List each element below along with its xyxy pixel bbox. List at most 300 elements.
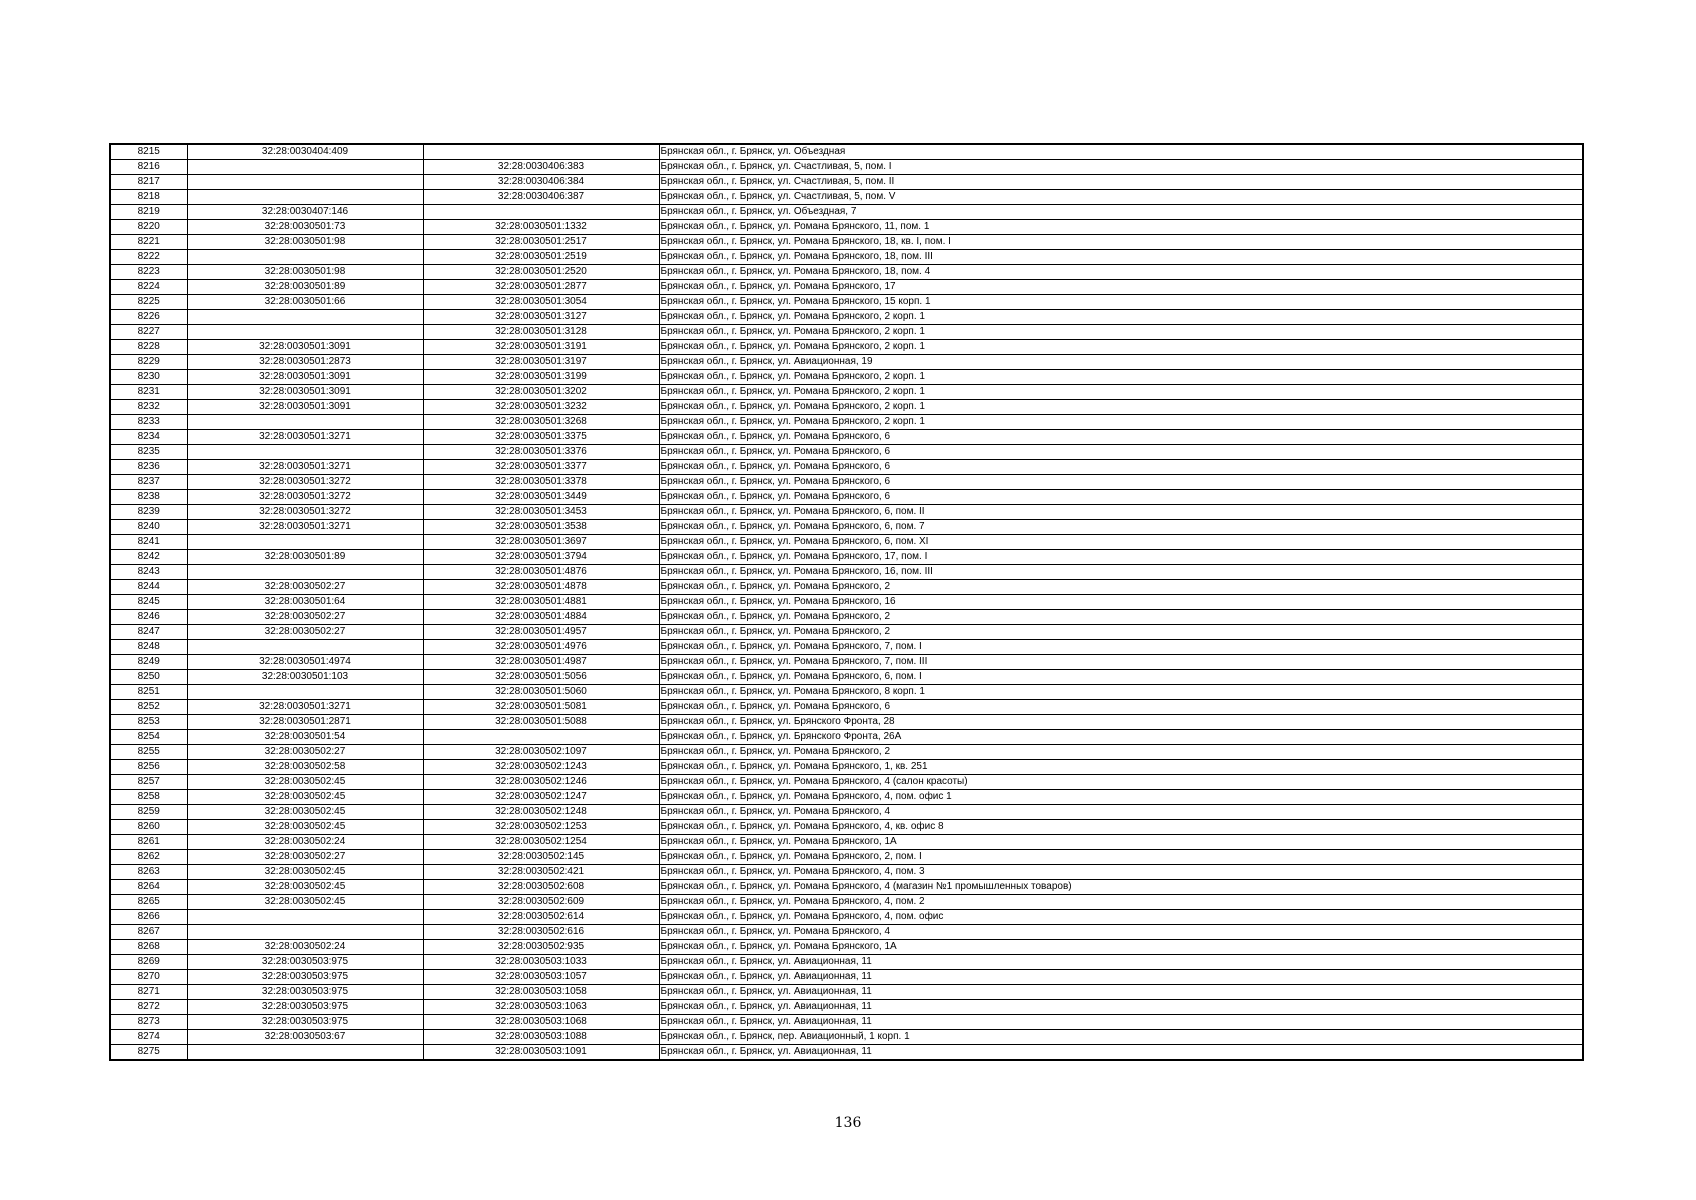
- cell-address: Брянская обл., г. Брянск, ул. Романа Брянского, 6: [659, 460, 1583, 475]
- table-row: [110, 775, 1583, 790]
- cell-address: Брянская обл., г. Брянск, ул. Романа Брянского, 1А: [659, 940, 1583, 955]
- cell-address: Брянская обл., г. Брянск, ул. Романа Брянского, 2 корп. 1: [659, 340, 1583, 355]
- cell-object-cadastral-number: 32:28:0030502:421: [423, 865, 659, 880]
- cell-address: Брянская обл., г. Брянск, ул. Романа Брянского, 11, пом. 1: [659, 220, 1583, 235]
- cell-land-cadastral-number: 32:28:0030502:45: [187, 865, 423, 880]
- cell-object-cadastral-number: 32:28:0030502:1254: [423, 835, 659, 850]
- cell-land-cadastral-number: [187, 910, 423, 925]
- table-row: [110, 730, 1583, 745]
- table-row: [110, 985, 1583, 1000]
- cell-row-number: 8270: [110, 970, 187, 985]
- cell-object-cadastral-number: 32:28:0030501:3054: [423, 295, 659, 310]
- cell-row-number: 8274: [110, 1030, 187, 1045]
- table-row: [110, 205, 1583, 220]
- table-row: [110, 310, 1583, 325]
- cell-address: Брянская обл., г. Брянск, пер. Авиационный, 1 корп. 1: [659, 1030, 1583, 1045]
- table-row: [110, 235, 1583, 250]
- cell-object-cadastral-number: 32:28:0030501:3128: [423, 325, 659, 340]
- cell-address: Брянская обл., г. Брянск, ул. Счастливая, 5, пом. I: [659, 160, 1583, 175]
- cell-object-cadastral-number: 32:28:0030503:1091: [423, 1045, 659, 1061]
- cell-address: Брянская обл., г. Брянск, ул. Романа Брянского, 17, пом. I: [659, 550, 1583, 565]
- cell-land-cadastral-number: 32:28:0030501:3271: [187, 700, 423, 715]
- cell-row-number: 8229: [110, 355, 187, 370]
- table-row: [110, 760, 1583, 775]
- table-row: [110, 250, 1583, 265]
- cell-object-cadastral-number: 32:28:0030406:383: [423, 160, 659, 175]
- cell-object-cadastral-number: 32:28:0030502:1253: [423, 820, 659, 835]
- cell-row-number: 8272: [110, 1000, 187, 1015]
- cell-land-cadastral-number: [187, 325, 423, 340]
- cell-object-cadastral-number: 32:28:0030501:3375: [423, 430, 659, 445]
- cell-address: Брянская обл., г. Брянск, ул. Брянского Фронта, 26А: [659, 730, 1583, 745]
- cell-land-cadastral-number: [187, 415, 423, 430]
- table-row: [110, 325, 1583, 340]
- cell-address: Брянская обл., г. Брянск, ул. Романа Брянского, 7, пом. III: [659, 655, 1583, 670]
- cell-row-number: 8269: [110, 955, 187, 970]
- cell-address: Брянская обл., г. Брянск, ул. Романа Брянского, 18, пом. III: [659, 250, 1583, 265]
- cell-object-cadastral-number: 32:28:0030501:2520: [423, 265, 659, 280]
- cell-land-cadastral-number: [187, 685, 423, 700]
- cell-land-cadastral-number: 32:28:0030501:73: [187, 220, 423, 235]
- table-row: [110, 1030, 1583, 1045]
- table-row: [110, 295, 1583, 310]
- registry-table: [109, 143, 1584, 1061]
- cell-land-cadastral-number: 32:28:0030501:3271: [187, 460, 423, 475]
- cell-row-number: 8257: [110, 775, 187, 790]
- cell-land-cadastral-number: 32:28:0030503:975: [187, 955, 423, 970]
- table-row: [110, 580, 1583, 595]
- cell-row-number: 8218: [110, 190, 187, 205]
- cell-land-cadastral-number: 32:28:0030502:27: [187, 580, 423, 595]
- table-row: [110, 670, 1583, 685]
- table-row: [110, 490, 1583, 505]
- table-row: [110, 685, 1583, 700]
- table-row: [110, 280, 1583, 295]
- cell-land-cadastral-number: 32:28:0030501:3091: [187, 385, 423, 400]
- cell-address: Брянская обл., г. Брянск, ул. Романа Брянского, 6: [659, 445, 1583, 460]
- cell-object-cadastral-number: 32:28:0030502:935: [423, 940, 659, 955]
- cell-object-cadastral-number: 32:28:0030502:1247: [423, 790, 659, 805]
- cell-address: Брянская обл., г. Брянск, ул. Романа Брянского, 2 корп. 1: [659, 370, 1583, 385]
- cell-object-cadastral-number: 32:28:0030502:608: [423, 880, 659, 895]
- cell-object-cadastral-number: 32:28:0030501:5088: [423, 715, 659, 730]
- cell-row-number: 8275: [110, 1045, 187, 1061]
- cell-object-cadastral-number: 32:28:0030501:3378: [423, 475, 659, 490]
- cell-object-cadastral-number: 32:28:0030501:4957: [423, 625, 659, 640]
- table-row: [110, 595, 1583, 610]
- cell-object-cadastral-number: 32:28:0030503:1058: [423, 985, 659, 1000]
- cell-row-number: 8239: [110, 505, 187, 520]
- cell-land-cadastral-number: 32:28:0030502:27: [187, 610, 423, 625]
- cell-address: Брянская обл., г. Брянск, ул. Романа Брянского, 2 корп. 1: [659, 325, 1583, 340]
- cell-address: Брянская обл., г. Брянск, ул. Романа Брянского, 2 корп. 1: [659, 400, 1583, 415]
- cell-object-cadastral-number: 32:28:0030502:616: [423, 925, 659, 940]
- cell-address: Брянская обл., г. Брянск, ул. Романа Брянского, 2 корп. 1: [659, 385, 1583, 400]
- cell-object-cadastral-number: 32:28:0030501:3202: [423, 385, 659, 400]
- cell-land-cadastral-number: 32:28:0030502:24: [187, 835, 423, 850]
- cell-land-cadastral-number: 32:28:0030502:45: [187, 790, 423, 805]
- cell-address: Брянская обл., г. Брянск, ул. Счастливая, 5, пом. II: [659, 175, 1583, 190]
- cell-row-number: 8234: [110, 430, 187, 445]
- cell-land-cadastral-number: 32:28:0030502:45: [187, 895, 423, 910]
- cell-address: Брянская обл., г. Брянск, ул. Авиационная, 11: [659, 970, 1583, 985]
- table-row: [110, 550, 1583, 565]
- cell-land-cadastral-number: [187, 565, 423, 580]
- cell-object-cadastral-number: 32:28:0030503:1088: [423, 1030, 659, 1045]
- cell-land-cadastral-number: [187, 445, 423, 460]
- cell-land-cadastral-number: 32:28:0030503:975: [187, 1015, 423, 1030]
- cell-object-cadastral-number: 32:28:0030503:1057: [423, 970, 659, 985]
- table-row: [110, 1000, 1583, 1015]
- cell-address: Брянская обл., г. Брянск, ул. Счастливая, 5, пом. V: [659, 190, 1583, 205]
- cell-row-number: 8258: [110, 790, 187, 805]
- table-row: [110, 850, 1583, 865]
- cell-object-cadastral-number: [423, 205, 659, 220]
- cell-address: Брянская обл., г. Брянск, ул. Романа Брянского, 6: [659, 475, 1583, 490]
- cell-row-number: 8241: [110, 535, 187, 550]
- cell-land-cadastral-number: 32:28:0030502:58: [187, 760, 423, 775]
- cell-row-number: 8254: [110, 730, 187, 745]
- table-row: [110, 835, 1583, 850]
- table-row: [110, 1015, 1583, 1030]
- cell-object-cadastral-number: 32:28:0030502:1248: [423, 805, 659, 820]
- cell-land-cadastral-number: 32:28:0030502:27: [187, 625, 423, 640]
- table-row: [110, 1045, 1583, 1061]
- cell-address: Брянская обл., г. Брянск, ул. Романа Брянского, 4, кв. офис 8: [659, 820, 1583, 835]
- cell-row-number: 8249: [110, 655, 187, 670]
- cell-row-number: 8240: [110, 520, 187, 535]
- cell-object-cadastral-number: 32:28:0030502:145: [423, 850, 659, 865]
- cell-object-cadastral-number: 32:28:0030501:3697: [423, 535, 659, 550]
- cell-land-cadastral-number: 32:28:0030407:146: [187, 205, 423, 220]
- table-row: [110, 460, 1583, 475]
- cell-land-cadastral-number: 32:28:0030501:3091: [187, 340, 423, 355]
- cell-row-number: 8248: [110, 640, 187, 655]
- cell-address: Брянская обл., г. Брянск, ул. Романа Брянского, 16, пом. III: [659, 565, 1583, 580]
- cell-row-number: 8215: [110, 144, 187, 160]
- cell-object-cadastral-number: [423, 144, 659, 160]
- cell-address: Брянская обл., г. Брянск, ул. Романа Брянского, 8 корп. 1: [659, 685, 1583, 700]
- cell-row-number: 8264: [110, 880, 187, 895]
- cell-land-cadastral-number: [187, 535, 423, 550]
- cell-address: Брянская обл., г. Брянск, ул. Романа Брянского, 2: [659, 610, 1583, 625]
- cell-object-cadastral-number: 32:28:0030501:1332: [423, 220, 659, 235]
- cell-land-cadastral-number: 32:28:0030501:98: [187, 265, 423, 280]
- cell-row-number: 8256: [110, 760, 187, 775]
- table-row: [110, 520, 1583, 535]
- cell-land-cadastral-number: [187, 190, 423, 205]
- table-row: [110, 820, 1583, 835]
- cell-row-number: 8216: [110, 160, 187, 175]
- cell-object-cadastral-number: 32:28:0030501:2517: [423, 235, 659, 250]
- cell-land-cadastral-number: 32:28:0030501:54: [187, 730, 423, 745]
- cell-land-cadastral-number: 32:28:0030501:89: [187, 550, 423, 565]
- cell-object-cadastral-number: 32:28:0030501:2877: [423, 280, 659, 295]
- cell-row-number: 8224: [110, 280, 187, 295]
- table-row: [110, 610, 1583, 625]
- cell-land-cadastral-number: 32:28:0030502:45: [187, 820, 423, 835]
- cell-address: Брянская обл., г. Брянск, ул. Романа Брянского, 7, пом. I: [659, 640, 1583, 655]
- cell-object-cadastral-number: [423, 730, 659, 745]
- cell-land-cadastral-number: 32:28:0030501:3091: [187, 400, 423, 415]
- cell-object-cadastral-number: 32:28:0030501:3199: [423, 370, 659, 385]
- cell-row-number: 8247: [110, 625, 187, 640]
- table-row: [110, 475, 1583, 490]
- cell-address: Брянская обл., г. Брянск, ул. Авиационная, 11: [659, 1045, 1583, 1061]
- cell-row-number: 8233: [110, 415, 187, 430]
- table-row: [110, 745, 1583, 760]
- cell-row-number: 8268: [110, 940, 187, 955]
- table-row: [110, 340, 1583, 355]
- table-row: [110, 790, 1583, 805]
- cell-object-cadastral-number: 32:28:0030501:3377: [423, 460, 659, 475]
- cell-land-cadastral-number: [187, 640, 423, 655]
- table-row: [110, 355, 1583, 370]
- cell-land-cadastral-number: 32:28:0030501:64: [187, 595, 423, 610]
- cell-row-number: 8230: [110, 370, 187, 385]
- table-row: [110, 175, 1583, 190]
- cell-row-number: 8244: [110, 580, 187, 595]
- cell-address: Брянская обл., г. Брянск, ул. Романа Брянского, 4 (салон красоты): [659, 775, 1583, 790]
- cell-land-cadastral-number: 32:28:0030502:45: [187, 880, 423, 895]
- table-row: [110, 535, 1583, 550]
- cell-row-number: 8232: [110, 400, 187, 415]
- cell-row-number: 8267: [110, 925, 187, 940]
- table-row: [110, 640, 1583, 655]
- cell-object-cadastral-number: 32:28:0030501:5056: [423, 670, 659, 685]
- cell-address: Брянская обл., г. Брянск, ул. Авиационная, 19: [659, 355, 1583, 370]
- cell-address: Брянская обл., г. Брянск, ул. Романа Брянского, 4 (магазин №1 промышленных товаров): [659, 880, 1583, 895]
- cell-address: Брянская обл., г. Брянск, ул. Объездная: [659, 144, 1583, 160]
- table-row: [110, 265, 1583, 280]
- table-row: [110, 970, 1583, 985]
- cell-address: Брянская обл., г. Брянск, ул. Романа Брянского, 6: [659, 430, 1583, 445]
- cell-address: Брянская обл., г. Брянск, ул. Романа Брянского, 2: [659, 580, 1583, 595]
- cell-land-cadastral-number: [187, 250, 423, 265]
- cell-address: Брянская обл., г. Брянск, ул. Брянского Фронта, 28: [659, 715, 1583, 730]
- cell-land-cadastral-number: [187, 925, 423, 940]
- cell-land-cadastral-number: 32:28:0030502:45: [187, 775, 423, 790]
- cell-row-number: 8255: [110, 745, 187, 760]
- cell-row-number: 8273: [110, 1015, 187, 1030]
- table-row: [110, 955, 1583, 970]
- table-row: [110, 160, 1583, 175]
- cell-address: Брянская обл., г. Брянск, ул. Романа Брянского, 15 корп. 1: [659, 295, 1583, 310]
- cell-row-number: 8250: [110, 670, 187, 685]
- cell-address: Брянская обл., г. Брянск, ул. Романа Брянского, 6: [659, 490, 1583, 505]
- cell-address: Брянская обл., г. Брянск, ул. Романа Брянского, 18, пом. 4: [659, 265, 1583, 280]
- cell-land-cadastral-number: 32:28:0030503:975: [187, 1000, 423, 1015]
- cell-object-cadastral-number: 32:28:0030501:3127: [423, 310, 659, 325]
- cell-land-cadastral-number: 32:28:0030501:3272: [187, 505, 423, 520]
- cell-row-number: 8253: [110, 715, 187, 730]
- cell-row-number: 8242: [110, 550, 187, 565]
- cell-address: Брянская обл., г. Брянск, ул. Романа Брянского, 6, пом. I: [659, 670, 1583, 685]
- page-number: 136: [834, 1115, 862, 1131]
- table-row: [110, 220, 1583, 235]
- cell-address: Брянская обл., г. Брянск, ул. Романа Брянского, 4: [659, 925, 1583, 940]
- cell-land-cadastral-number: 32:28:0030404:409: [187, 144, 423, 160]
- cell-object-cadastral-number: 32:28:0030502:1243: [423, 760, 659, 775]
- table-row: [110, 400, 1583, 415]
- table-row: [110, 144, 1583, 160]
- cell-land-cadastral-number: [187, 160, 423, 175]
- cell-object-cadastral-number: 32:28:0030503:1033: [423, 955, 659, 970]
- cell-address: Брянская обл., г. Брянск, ул. Романа Брянского, 6, пом. XI: [659, 535, 1583, 550]
- cell-land-cadastral-number: [187, 310, 423, 325]
- table-row: [110, 625, 1583, 640]
- cell-row-number: 8223: [110, 265, 187, 280]
- cell-row-number: 8262: [110, 850, 187, 865]
- cell-object-cadastral-number: 32:28:0030501:3268: [423, 415, 659, 430]
- table-row: [110, 700, 1583, 715]
- cell-land-cadastral-number: 32:28:0030501:3271: [187, 430, 423, 445]
- table-row: [110, 910, 1583, 925]
- cell-address: Брянская обл., г. Брянск, ул. Романа Брянского, 17: [659, 280, 1583, 295]
- registry-table-body: [110, 144, 1583, 1060]
- table-row: [110, 505, 1583, 520]
- cell-address: Брянская обл., г. Брянск, ул. Романа Брянского, 4, пом. 2: [659, 895, 1583, 910]
- cell-address: Брянская обл., г. Брянск, ул. Романа Брянского, 6, пом. 7: [659, 520, 1583, 535]
- cell-land-cadastral-number: 32:28:0030501:66: [187, 295, 423, 310]
- table-row: [110, 880, 1583, 895]
- cell-object-cadastral-number: 32:28:0030501:3449: [423, 490, 659, 505]
- cell-land-cadastral-number: 32:28:0030503:975: [187, 985, 423, 1000]
- cell-row-number: 8265: [110, 895, 187, 910]
- table-row: [110, 430, 1583, 445]
- cell-object-cadastral-number: 32:28:0030503:1063: [423, 1000, 659, 1015]
- cell-row-number: 8222: [110, 250, 187, 265]
- cell-object-cadastral-number: 32:28:0030501:3197: [423, 355, 659, 370]
- table-row: [110, 370, 1583, 385]
- table-row: [110, 415, 1583, 430]
- cell-land-cadastral-number: [187, 175, 423, 190]
- cell-row-number: 8226: [110, 310, 187, 325]
- cell-land-cadastral-number: 32:28:0030501:3271: [187, 520, 423, 535]
- cell-object-cadastral-number: 32:28:0030501:4876: [423, 565, 659, 580]
- table-row: [110, 895, 1583, 910]
- cell-object-cadastral-number: 32:28:0030502:609: [423, 895, 659, 910]
- cell-row-number: 8271: [110, 985, 187, 1000]
- cell-object-cadastral-number: 32:28:0030406:387: [423, 190, 659, 205]
- cell-row-number: 8228: [110, 340, 187, 355]
- table-row: [110, 655, 1583, 670]
- cell-address: Брянская обл., г. Брянск, ул. Романа Брянского, 4, пом. офис 1: [659, 790, 1583, 805]
- cell-object-cadastral-number: 32:28:0030501:4987: [423, 655, 659, 670]
- cell-row-number: 8221: [110, 235, 187, 250]
- cell-object-cadastral-number: 32:28:0030406:384: [423, 175, 659, 190]
- cell-land-cadastral-number: 32:28:0030502:27: [187, 745, 423, 760]
- cell-object-cadastral-number: 32:28:0030501:4881: [423, 595, 659, 610]
- cell-object-cadastral-number: 32:28:0030501:2519: [423, 250, 659, 265]
- table-row: [110, 385, 1583, 400]
- cell-land-cadastral-number: 32:28:0030501:3272: [187, 490, 423, 505]
- cell-object-cadastral-number: 32:28:0030501:4976: [423, 640, 659, 655]
- cell-row-number: 8235: [110, 445, 187, 460]
- cell-address: Брянская обл., г. Брянск, ул. Романа Брянского, 4, пом. офис: [659, 910, 1583, 925]
- cell-row-number: 8263: [110, 865, 187, 880]
- cell-object-cadastral-number: 32:28:0030501:3453: [423, 505, 659, 520]
- cell-row-number: 8219: [110, 205, 187, 220]
- cell-address: Брянская обл., г. Брянск, ул. Романа Брянского, 6: [659, 700, 1583, 715]
- cell-land-cadastral-number: 32:28:0030501:2873: [187, 355, 423, 370]
- cell-land-cadastral-number: 32:28:0030501:3091: [187, 370, 423, 385]
- cell-row-number: 8245: [110, 595, 187, 610]
- cell-address: Брянская обл., г. Брянск, ул. Романа Брянского, 6, пом. II: [659, 505, 1583, 520]
- cell-row-number: 8251: [110, 685, 187, 700]
- table-row: [110, 865, 1583, 880]
- cell-address: Брянская обл., г. Брянск, ул. Авиационная, 11: [659, 985, 1583, 1000]
- cell-row-number: 8220: [110, 220, 187, 235]
- cell-address: Брянская обл., г. Брянск, ул. Романа Брянского, 1, кв. 251: [659, 760, 1583, 775]
- cell-row-number: 8238: [110, 490, 187, 505]
- cell-object-cadastral-number: 32:28:0030501:5081: [423, 700, 659, 715]
- cell-object-cadastral-number: 32:28:0030501:3794: [423, 550, 659, 565]
- cell-address: Брянская обл., г. Брянск, ул. Авиационная, 11: [659, 1000, 1583, 1015]
- cell-address: Брянская обл., г. Брянск, ул. Романа Брянского, 2 корп. 1: [659, 415, 1583, 430]
- cell-object-cadastral-number: 32:28:0030502:1097: [423, 745, 659, 760]
- cell-land-cadastral-number: 32:28:0030502:45: [187, 805, 423, 820]
- cell-object-cadastral-number: 32:28:0030502:614: [423, 910, 659, 925]
- cell-address: Брянская обл., г. Брянск, ул. Романа Брянского, 4, пом. 3: [659, 865, 1583, 880]
- cell-row-number: 8252: [110, 700, 187, 715]
- cell-land-cadastral-number: 32:28:0030502:24: [187, 940, 423, 955]
- cell-land-cadastral-number: 32:28:0030501:103: [187, 670, 423, 685]
- table-row: [110, 805, 1583, 820]
- cell-address: Брянская обл., г. Брянск, ул. Романа Брянского, 2: [659, 625, 1583, 640]
- cell-object-cadastral-number: 32:28:0030503:1068: [423, 1015, 659, 1030]
- cell-row-number: 8243: [110, 565, 187, 580]
- cell-object-cadastral-number: 32:28:0030501:3376: [423, 445, 659, 460]
- cell-land-cadastral-number: 32:28:0030503:975: [187, 970, 423, 985]
- cell-object-cadastral-number: 32:28:0030501:3232: [423, 400, 659, 415]
- cell-address: Брянская обл., г. Брянск, ул. Романа Брянского, 2, пом. I: [659, 850, 1583, 865]
- cell-address: Брянская обл., г. Брянск, ул. Романа Брянского, 16: [659, 595, 1583, 610]
- table-row: [110, 565, 1583, 580]
- cell-address: Брянская обл., г. Брянск, ул. Авиационная, 11: [659, 955, 1583, 970]
- cell-address: Брянская обл., г. Брянск, ул. Авиационная, 11: [659, 1015, 1583, 1030]
- cell-row-number: 8231: [110, 385, 187, 400]
- cell-object-cadastral-number: 32:28:0030501:4878: [423, 580, 659, 595]
- table-row: [110, 445, 1583, 460]
- table-row: [110, 715, 1583, 730]
- cell-land-cadastral-number: 32:28:0030501:2871: [187, 715, 423, 730]
- cell-object-cadastral-number: 32:28:0030501:4884: [423, 610, 659, 625]
- cell-row-number: 8237: [110, 475, 187, 490]
- cell-land-cadastral-number: 32:28:0030503:67: [187, 1030, 423, 1045]
- cell-address: Брянская обл., г. Брянск, ул. Романа Брянского, 18, кв. I, пом. I: [659, 235, 1583, 250]
- table-row: [110, 190, 1583, 205]
- cell-row-number: 8260: [110, 820, 187, 835]
- cell-address: Брянская обл., г. Брянск, ул. Романа Брянского, 1А: [659, 835, 1583, 850]
- cell-address: Брянская обл., г. Брянск, ул. Романа Брянского, 2: [659, 745, 1583, 760]
- cell-row-number: 8266: [110, 910, 187, 925]
- cell-row-number: 8259: [110, 805, 187, 820]
- cell-object-cadastral-number: 32:28:0030501:3191: [423, 340, 659, 355]
- cell-row-number: 8217: [110, 175, 187, 190]
- cell-land-cadastral-number: 32:28:0030501:3272: [187, 475, 423, 490]
- cell-object-cadastral-number: 32:28:0030502:1246: [423, 775, 659, 790]
- cell-row-number: 8246: [110, 610, 187, 625]
- cell-row-number: 8225: [110, 295, 187, 310]
- cell-row-number: 8227: [110, 325, 187, 340]
- cell-row-number: 8236: [110, 460, 187, 475]
- cell-address: Брянская обл., г. Брянск, ул. Объездная, 7: [659, 205, 1583, 220]
- cell-object-cadastral-number: 32:28:0030501:3538: [423, 520, 659, 535]
- cell-land-cadastral-number: [187, 1045, 423, 1061]
- table-row: [110, 925, 1583, 940]
- cell-land-cadastral-number: 32:28:0030501:4974: [187, 655, 423, 670]
